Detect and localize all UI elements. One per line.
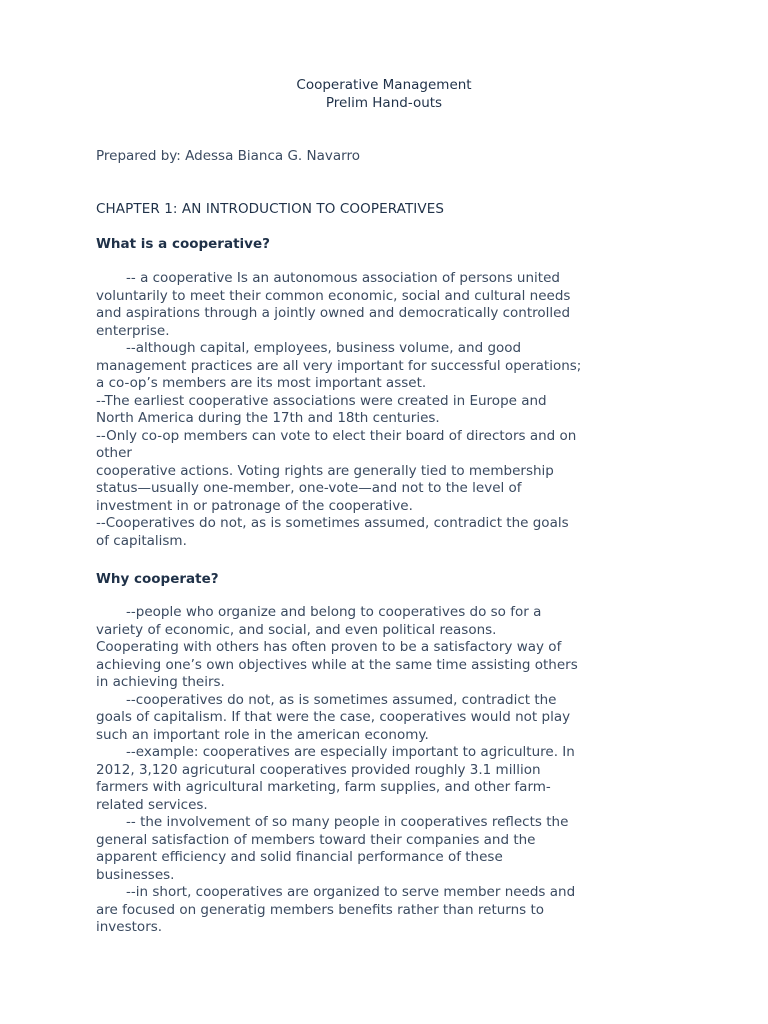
text-line: status—usually one-member, one-vote—and not to the level of [96,480,522,496]
text-line: --Only co-op members can vote to elect their board of directors and on [96,427,577,444]
text-line: apparent efficiency and solid financial performance of these [96,849,503,865]
text-line: --example: cooperatives are especially important to agriculture. In [96,744,575,760]
section-body-why-cooperate [96,604,676,937]
text-line: such an important role in the american economy. [96,726,429,743]
text-line: a co-op’s members are its most important asset. [96,375,427,391]
prepared-by: Prepared by: Adessa Bianca G. Navarro [96,148,360,164]
title-line-2: Prelim Hand-outs [325,95,443,111]
text-line: related services. [96,796,208,813]
text-line: Cooperating with others has often proven to be a satisfactory way of [96,639,562,655]
text-line: 2012, 3,120 agricutural cooperatives provided roughly 3.1 million [96,761,541,778]
text-line: businesses. [96,866,175,883]
section-heading-what-is: What is a cooperative? [96,236,270,252]
text-line: of capitalism. [96,532,187,549]
text-line: --Cooperatives do not, as is sometimes assumed, contradict the goals [96,515,569,531]
chapter-title: CHAPTER 1: AN INTRODUCTION TO COOPERATIVES [96,201,445,217]
text-line: other [96,445,132,461]
text-line: in achieving theirs. [96,674,225,690]
text-line: -- a cooperative Is an autonomous association of persons united [96,270,560,286]
text-line: --The earliest cooperative associations were created in Europe and [96,392,547,409]
text-line: and aspirations through a jointly owned and democratically controlled [96,305,571,321]
text-line: achieving one’s own objectives while at the same time assisting others [96,656,578,673]
text-line: are focused on generatig members benefits rather than returns to [96,901,545,918]
text-line: --in short, cooperatives are organized to serve member needs and [96,884,576,900]
text-line: --people who organize and belong to cooperatives do so for a [96,604,542,620]
title-line-1: Cooperative Management [296,77,472,93]
text-line: management practices are all very important for successful operations; [96,357,582,374]
text-line: -- the involvement of so many people in cooperatives reflects the [96,814,569,830]
text-line: --cooperatives do not, as is sometimes assumed, contradict the [96,691,557,708]
text-line: goals of capitalism. If that were the case, cooperatives would not play [96,709,571,725]
section-heading-why-cooperate: Why cooperate? [96,571,219,587]
text-line: --although capital, employees, business volume, and good [96,340,522,356]
text-line: farmers with agricultural marketing, farm supplies, and other farm- [96,779,551,795]
document-title [0,76,768,112]
text-line: North America during the 17th and 18th centuries. [96,410,440,426]
text-line: investors. [96,919,163,935]
text-line: investment in or patronage of the cooperative. [96,497,413,514]
text-line: voluntarily to meet their common economic, social and cultural needs [96,287,571,304]
section-body-what-is [96,270,676,550]
text-line: variety of economic, and social, and even political reasons. [96,621,497,638]
text-line: enterprise. [96,322,170,339]
text-line: general satisfaction of members toward their companies and the [96,831,536,848]
text-line: cooperative actions. Voting rights are generally tied to membership [96,462,554,479]
